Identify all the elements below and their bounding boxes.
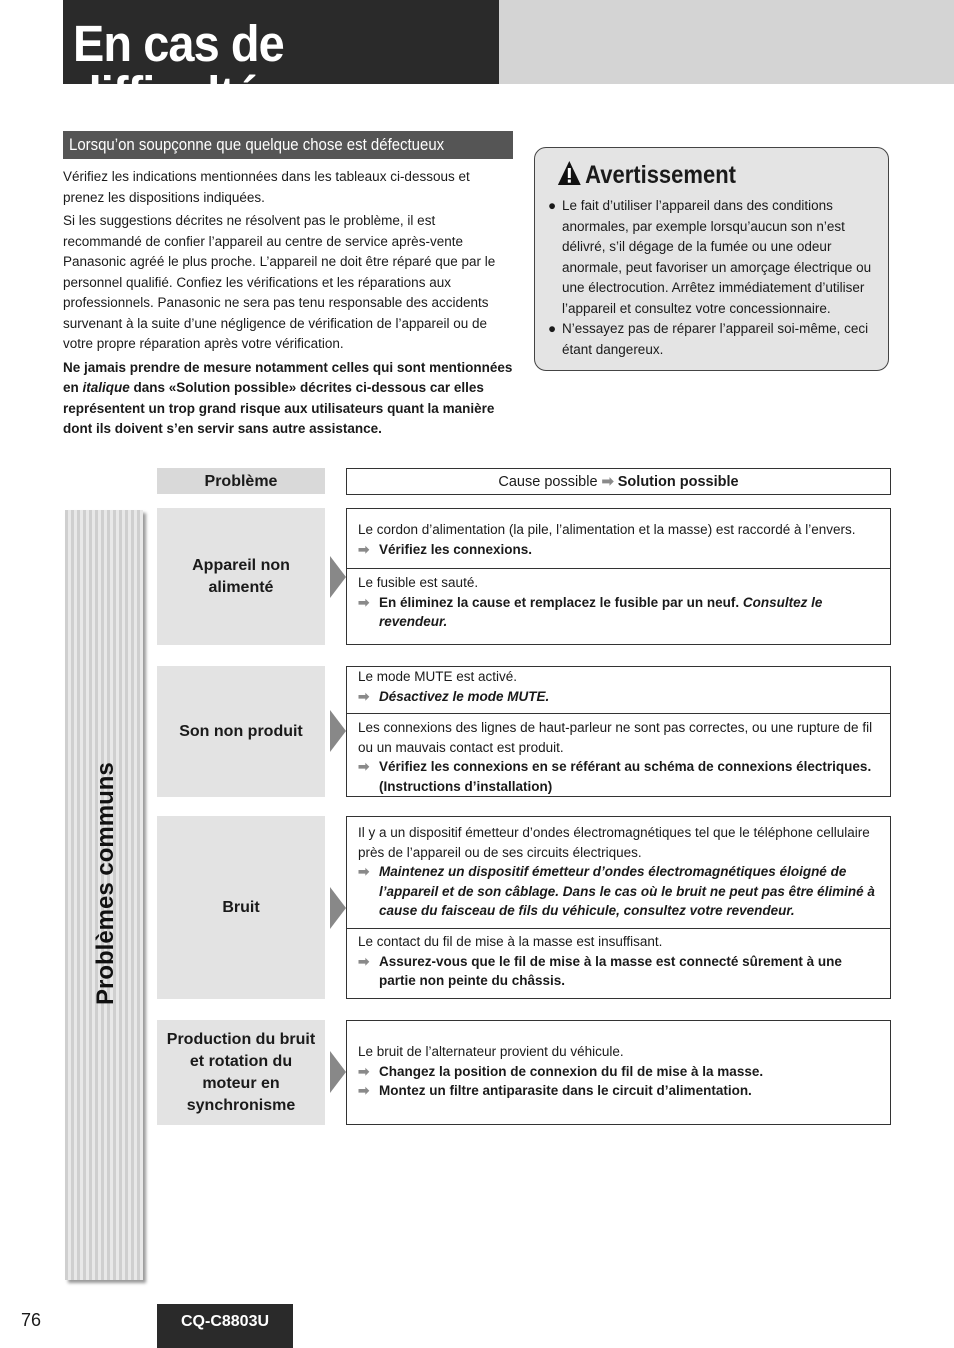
arrow-icon: ➡ [358,1083,370,1098]
problem-cell [157,508,325,645]
solution-fix-italic: Désactivez le mode MUTE. [379,688,550,704]
cause-text: Il y a un dispositif émetteur d’ondes électromagnétiques tel que le téléphone cellulaire près de l’appareil ou de ses circuits électriques. [358,825,870,860]
solution-group [346,508,891,645]
cause-text: Le contact du fil de mise à la masse est insuffisant. [358,934,663,949]
problem-cell [157,816,325,999]
chevron-right-icon [330,887,346,929]
side-tab-label: Problèmes communs [92,762,119,1005]
warning-triangle-icon [557,160,582,186]
solution-fix-italic: Maintenez un dispositif émetteur d’ondes électromagnétiques éloigné de l’appareil et de son câblage. Dans le cas où le bruit ne peut pas être éliminé à cause du faisceau de fils du véhicule, consultez votre revendeur. [379,864,875,918]
arrow-icon: ➡ [358,594,370,610]
solution-fix: Vérifiez les connexions en se référant au schéma de connexions électriques. (Instructions d’installation) [379,759,872,794]
warning-list [547,196,882,360]
model-badge: CQ-C8803U [157,1304,293,1348]
header-cause-solution [346,468,891,495]
solution-group [346,666,891,797]
solution-text [358,1081,876,1101]
section-heading [63,131,513,159]
intro-paragraph-2: Si les suggestions décrites ne résolvent pas le problème, il est recommandé de confier l’appareil au centre de service après-vente Panasonic agréé le plus proche. L’appareil ne doit être réparé que par le personnel qualifié. Confiez les vérifications et les réparations aux professionnels. Panasonic ne sera pas tenu responsable des accidents survenant à la suite d’une négligence de vérification de l’appareil ou de votre propre réparation après votre vérification. [63,213,496,351]
warning-item-text: N’essayez pas de réparer l’appareil soi-même, ceci étant dangereux. [562,321,869,357]
intro-warning-note [63,358,513,440]
cause-text: Les connexions des lignes de haut-parleur ne sont pas correctes, ou une rupture de fil ou un mauvais contact est produit. [358,720,873,755]
problem-label: Appareil non alimenté [192,556,290,596]
cause-cell [347,509,890,569]
title-bar [63,0,499,123]
warning-title: Avertissement [585,161,736,189]
solution-group [346,816,891,999]
problem-label: Production du bruit et rotation du moteur en synchronisme [166,1030,316,1114]
header-cause: Cause possible [498,474,598,490]
arrow-icon: ➡ [358,864,370,879]
cause-text: Le bruit de l’alternateur provient du véhicule. [358,1044,624,1059]
cause-cell [347,667,890,714]
cause-cell [347,568,890,644]
warning-item-text: Le fait d’utiliser l’appareil dans des conditions anormales, par exemple lorsqu’aucun son n’est délivré, s’il dégage de la fumée ou une odeur anormale, peut favoriser un amorçage électrique ou une électrocution. Arrêtez immédiatement d’utiliser l’appareil et consultez votre concessionnaire. [562,198,872,316]
cause-cell [347,1021,890,1124]
arrow-icon: ➡ [358,1063,370,1079]
header-solution: Solution possible [617,474,739,490]
solution-fix: En éliminez la cause et remplacez le fusible par un neuf. [379,594,740,610]
solution-text [358,540,876,560]
problem-label: Bruit [222,898,260,916]
title-band [499,0,954,84]
page-title: En cas de difficulté [73,15,284,123]
solution-fix: Montez un filtre antiparasite dans le circuit d’alimentation. [379,1083,752,1098]
solution-group [346,1020,891,1125]
section-heading-text: Lorsqu’on soupçonne que quelque chose est défectueux [69,135,445,154]
arrow-icon: ➡ [358,688,370,704]
solution-fix: Vérifiez les connexions. [379,541,533,557]
cause-text: Le fusible est sauté. [358,575,479,590]
solution-fix: Assurez-vous que le fil de mise à la masse est connecté sûrement à une partie non peinte du châssis. [379,953,842,988]
page-number: 76 [21,1310,42,1330]
solution-text [358,687,876,707]
chevron-right-icon [330,710,346,752]
warning-box [534,147,889,371]
solution-text [358,862,876,921]
solution-fix: Changez la position de connexion du fil de mise à la masse. [379,1063,764,1079]
solution-text [358,593,876,632]
intro-paragraph-1: Vérifiez les indications mentionnées dans les tableaux ci-dessous et prenez les dispositions indiquées. [63,169,470,205]
cause-cell [347,928,890,998]
arrow-icon: ➡ [358,953,370,969]
solution-text [358,757,876,796]
chevron-right-icon [330,1051,346,1093]
warning-item: ● N’essayez pas de réparer l’appareil soi-même, ceci étant dangereux. [548,321,869,357]
problem-cell [157,666,325,797]
intro-text [63,167,513,443]
problem-cell [157,1020,325,1125]
problem-label: Son non produit [179,722,303,740]
solution-text [358,1062,876,1082]
solution-fix-italic: Consultez le revendeur. [379,594,823,629]
arrow-icon: ➡ [358,541,370,557]
intro-note-italic: italique [82,380,130,395]
cause-cell [347,817,890,929]
intro-note-part-a: Ne jamais prendre de mesure notamment celles qui sont mentionnées en [63,359,513,395]
arrow-icon: ➡ [601,474,614,490]
cause-text: Le mode MUTE est activé. [358,669,518,684]
intro-note-part-b: dans «Solution possible» décrites ci-dessous car elles représentent un trop grand risque aux utilisateurs quant la manière dont ils doivent s’en servir sans autre assistance. [63,380,495,436]
cause-cell [347,713,890,796]
warning-item: ● Le fait d’utiliser l’appareil dans des conditions anormales, par exemple lorsqu’aucun son n’est délivré, s’il dégage de la fumée ou une odeur anormale, peut favoriser un amorçage électrique ou une électrocution. Arrêtez immédiatement d’utiliser l’appareil et consultez votre concessionnaire. [548,198,872,316]
header-problem: Problème [157,468,325,494]
solution-text [358,952,876,991]
warning-heading [557,160,736,190]
arrow-icon: ➡ [358,759,370,774]
cause-text: Le cordon d’alimentation (la pile, l’alimentation et la masse) est raccordé à l’envers. [358,522,856,537]
chevron-right-icon [330,556,346,598]
